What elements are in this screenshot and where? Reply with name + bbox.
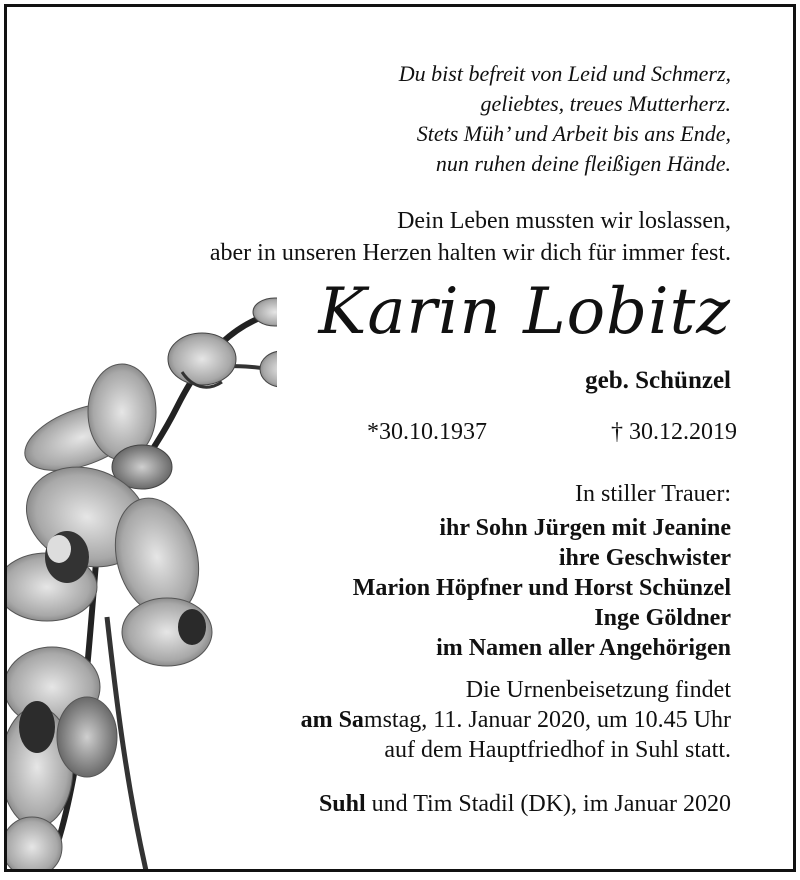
poem xyxy=(399,59,731,179)
maiden-name: geb. Schünzel xyxy=(585,367,731,394)
deceased-name: Karin Lobitz xyxy=(318,275,731,349)
orchid-illustration xyxy=(7,287,277,872)
obituary-notice xyxy=(4,4,796,872)
mourner-line: Inge Göldner xyxy=(594,605,731,631)
signature xyxy=(319,791,731,818)
memorial-quote xyxy=(210,205,731,269)
mourners-list xyxy=(353,513,731,663)
death-date: † 30.12.2019 xyxy=(611,419,737,445)
poem-line: Stets Müh’ und Arbeit bis ans Ende, xyxy=(416,121,731,146)
burial-line: Die Urnenbeisetzung findet xyxy=(465,677,731,703)
mourning-intro: In stiller Trauer: xyxy=(575,481,731,507)
quote-line: aber in unseren Herzen halten wir dich für immer fest. xyxy=(209,240,731,266)
burial-line xyxy=(301,705,731,735)
mourner-line: im Namen aller Angehörigen xyxy=(436,635,731,661)
poem-line: Du bist befreit von Leid und Schmerz, xyxy=(398,61,731,86)
poem-line: geliebtes, treues Mutterherz. xyxy=(480,91,731,116)
burial-line: auf dem Hauptfriedhof in Suhl statt. xyxy=(384,737,731,763)
mourner-line: Marion Höpfner und Horst Schünzel xyxy=(352,575,731,601)
burial-date-text: mstag, 11. Januar 2020, um 10.45 Uhr xyxy=(363,707,731,733)
burial-day-bold: am Sa xyxy=(300,707,364,733)
mourner-line: ihr Sohn Jürgen mit Jeanine xyxy=(439,515,731,541)
burial-info xyxy=(301,675,731,765)
mourner-line: ihre Geschwister xyxy=(558,545,731,571)
signature-place: Suhl xyxy=(318,791,366,817)
birth-date: *30.10.1937 xyxy=(367,419,487,445)
quote-line: Dein Leben mussten wir loslassen, xyxy=(397,208,731,234)
poem-line: nun ruhen deine fleißigen Hände. xyxy=(435,151,731,176)
signature-text: und Tim Stadil (DK), im Januar 2020 xyxy=(365,791,731,817)
